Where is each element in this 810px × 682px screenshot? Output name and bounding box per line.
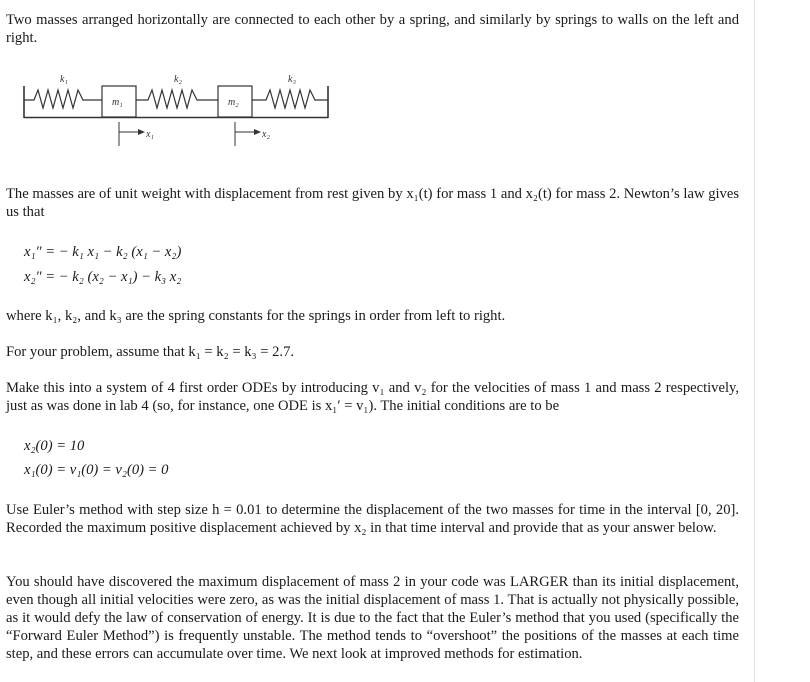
spring-label-k3: k₃ (288, 74, 296, 85)
spring-1 (24, 90, 102, 108)
spring-2 (136, 90, 218, 108)
spring-label-k1: k₁ (60, 74, 68, 85)
masses-paragraph: The masses are of unit weight with displacement from rest given by x₁(t) for mass 1 and x₂(t) for mass 2. Newton’s law gives us that (6, 186, 739, 220)
spring-label-k2: k₂ (174, 74, 182, 85)
equation-x1: x₁″ = − k₁ x₁ − k₂ (x₁ − x₂) (24, 244, 182, 260)
equation-x2: x₂″ = − k₂ (x₂ − x₁) − k₃ x₂ (24, 269, 182, 285)
mass-label-m1: m₁ (112, 97, 123, 108)
displacement-label-x2: x₂ (262, 129, 270, 140)
spring-3 (252, 90, 328, 108)
spring-mass-diagram (18, 72, 338, 150)
displacement-arrowhead-1 (138, 129, 145, 135)
assumption-paragraph: For your problem, assume that k₁ = k₂ = k₃ = 2.7. (6, 344, 295, 360)
euler-method-paragraph: Use Euler’s method with step size h = 0.01 to determine the displacement of the two masses for time in the interval [0, 20]. Recorded the maximum positive displacement achieved by x₂ in that time interval and provide that as your answer below. (6, 502, 739, 536)
displacement-arrowhead-2 (254, 129, 261, 135)
ode-system-paragraph: Make this into a system of 4 first order ODEs by introducing v₁ and v₂ for the velocities of mass 1 and mass 2 respectively, just as was done in lab 4 (so, for instance, one ODE is x₁′ = v₁). The initial conditions are to be (6, 380, 739, 414)
intro-paragraph: Two masses arranged horizontally are connected to each other by a spring, and similarly by springs to walls on the left and right. (6, 12, 739, 46)
spring-constants-paragraph: where k₁, k₂, and k₃ are the spring constants for the springs in order from left to right. (6, 308, 506, 324)
initial-condition-rest: x₁(0) = v₁(0) = v₂(0) = 0 (24, 462, 169, 478)
discussion-paragraph: You should have discovered the maximum displacement of mass 2 in your code was LARGER than its initial displacement, even though all initial velocities were zero, as was the initial displacement of mass 1. That is actually not physically possible, as it would defy the law of conservation of energy. It is due to the fact that the Euler’s method that you used (specifically the “Forward Euler Method”) is frequently unstable. The method tends to “overshoot” the positions of the masses at each time step, and these errors can accumulate over time. We next look at improved methods for estimation. (6, 574, 739, 662)
displacement-label-x1: x₁ (146, 129, 154, 140)
page-divider (754, 0, 755, 682)
mass-label-m2: m₂ (228, 97, 239, 108)
initial-condition-x2: x₂(0) = 10 (24, 438, 85, 454)
